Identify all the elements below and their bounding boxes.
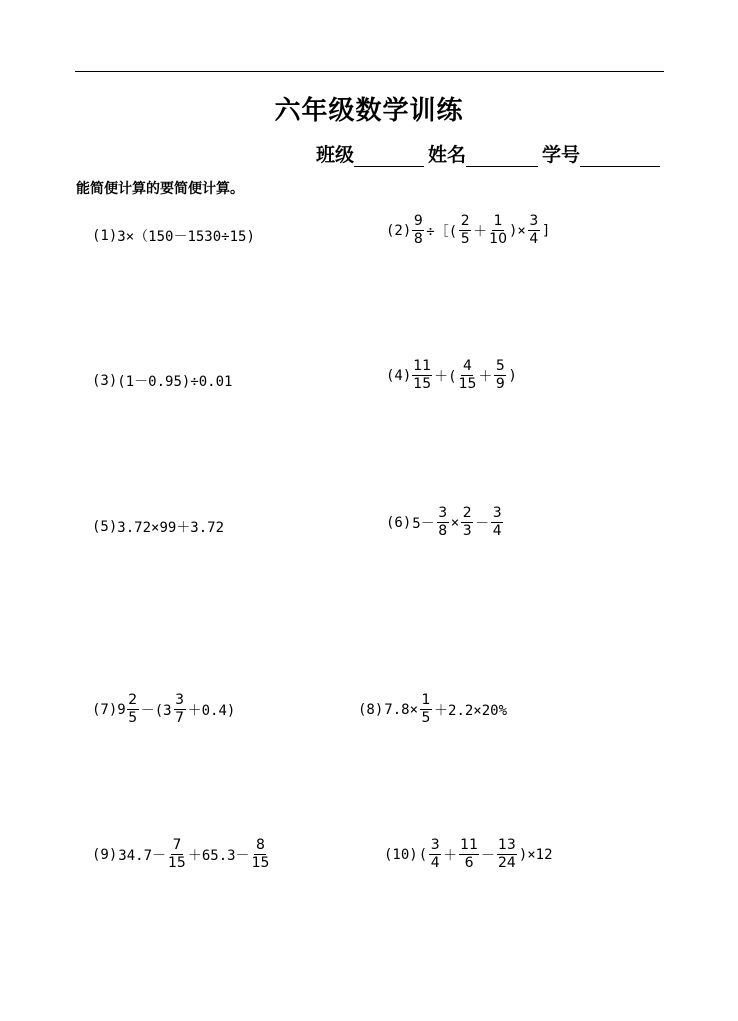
- problem-label: (1): [92, 228, 118, 244]
- problem-label: (3): [92, 373, 118, 389]
- instruction: 能简便计算的要简便计算。: [76, 181, 244, 197]
- problem-1: [92, 226, 255, 246]
- expression: (1－0.95)÷0.01: [117, 374, 233, 390]
- fraction: $\frac{8}{15}$: [251, 837, 270, 871]
- problem-label: (9): [92, 846, 118, 863]
- operator: ＋0.4): [187, 702, 236, 719]
- operator: 34.7－: [118, 847, 167, 864]
- problem-4: [386, 358, 518, 393]
- problem-label: (6): [386, 514, 412, 531]
- expression: 3.72×99＋3.72: [117, 520, 225, 536]
- expression: 3×（150－1530÷15): [117, 229, 255, 245]
- operator: ＋2.2×20%: [434, 702, 508, 719]
- fraction: $\frac{11}{15}$: [413, 358, 432, 392]
- operator: －: [475, 515, 490, 532]
- mixed-number: 9 $\frac{2}{5}$: [117, 692, 138, 726]
- fraction: $\frac{3}{4}$: [430, 837, 440, 871]
- id-blank: [580, 148, 660, 167]
- fraction: $\frac{5}{9}$: [495, 358, 505, 392]
- problem-3: [92, 371, 232, 391]
- fraction: $\frac{2}{5}$: [460, 213, 470, 247]
- top-rule: [75, 71, 664, 72]
- operator: ＋(: [434, 368, 457, 385]
- fraction: $\frac{2}{5}$: [128, 692, 138, 726]
- operator: 7.8×: [384, 701, 419, 718]
- operator: 5－: [412, 515, 435, 532]
- page-title: 六年级数学训练: [274, 96, 464, 126]
- problem-label: (10): [384, 846, 418, 863]
- problem-5: [92, 517, 224, 537]
- problem-10: [384, 837, 554, 872]
- problem-label: (4): [386, 367, 412, 384]
- operator: －(3: [140, 702, 172, 719]
- problem-6: [386, 505, 504, 540]
- fraction: $\frac{7}{15}$: [168, 837, 186, 871]
- fraction: $\frac{13}{24}$: [497, 837, 516, 871]
- problem-label: (8): [358, 701, 384, 718]
- problem-label: (5): [92, 519, 118, 535]
- problem-2: [386, 213, 551, 248]
- operator: ＋: [473, 223, 488, 240]
- operator: (: [418, 846, 428, 863]
- operator: ): [508, 367, 517, 384]
- fraction: $\frac{4}{15}$: [458, 358, 477, 392]
- operator: ＋: [478, 368, 493, 385]
- student-info: [316, 140, 664, 167]
- operator: ÷［(: [426, 223, 458, 240]
- fraction: $\frac{9}{8}$: [413, 213, 423, 247]
- class-label: 班级: [316, 144, 355, 166]
- operator: ×: [450, 514, 460, 531]
- problem-7: [92, 692, 236, 727]
- operator: )×: [508, 222, 526, 239]
- operator: ＋: [443, 847, 458, 864]
- fraction: $\frac{3}{4}$: [529, 213, 539, 247]
- problem-label: (2): [386, 222, 412, 239]
- fraction: $\frac{1}{5}$: [421, 692, 431, 726]
- fraction: $\frac{1}{10}$: [489, 213, 507, 247]
- operator: ＋65.3－: [187, 847, 250, 864]
- name-blank: [466, 148, 538, 167]
- operator: )×12: [518, 846, 553, 863]
- class-blank: [354, 148, 424, 167]
- problem-9: [92, 837, 270, 872]
- name-label: 姓名: [428, 144, 467, 166]
- id-label: 学号: [542, 144, 581, 166]
- fraction: $\frac{3}{4}$: [492, 505, 502, 539]
- operator: ]: [541, 222, 551, 239]
- fraction: $\frac{3}{8}$: [438, 505, 448, 539]
- fraction: $\frac{2}{3}$: [462, 505, 472, 539]
- operator: －: [480, 847, 495, 864]
- fraction: $\frac{11}{6}$: [460, 837, 478, 871]
- problem-8: [358, 692, 508, 727]
- fraction: $\frac{3}{7}$: [175, 692, 185, 726]
- problem-label: (7): [92, 701, 118, 718]
